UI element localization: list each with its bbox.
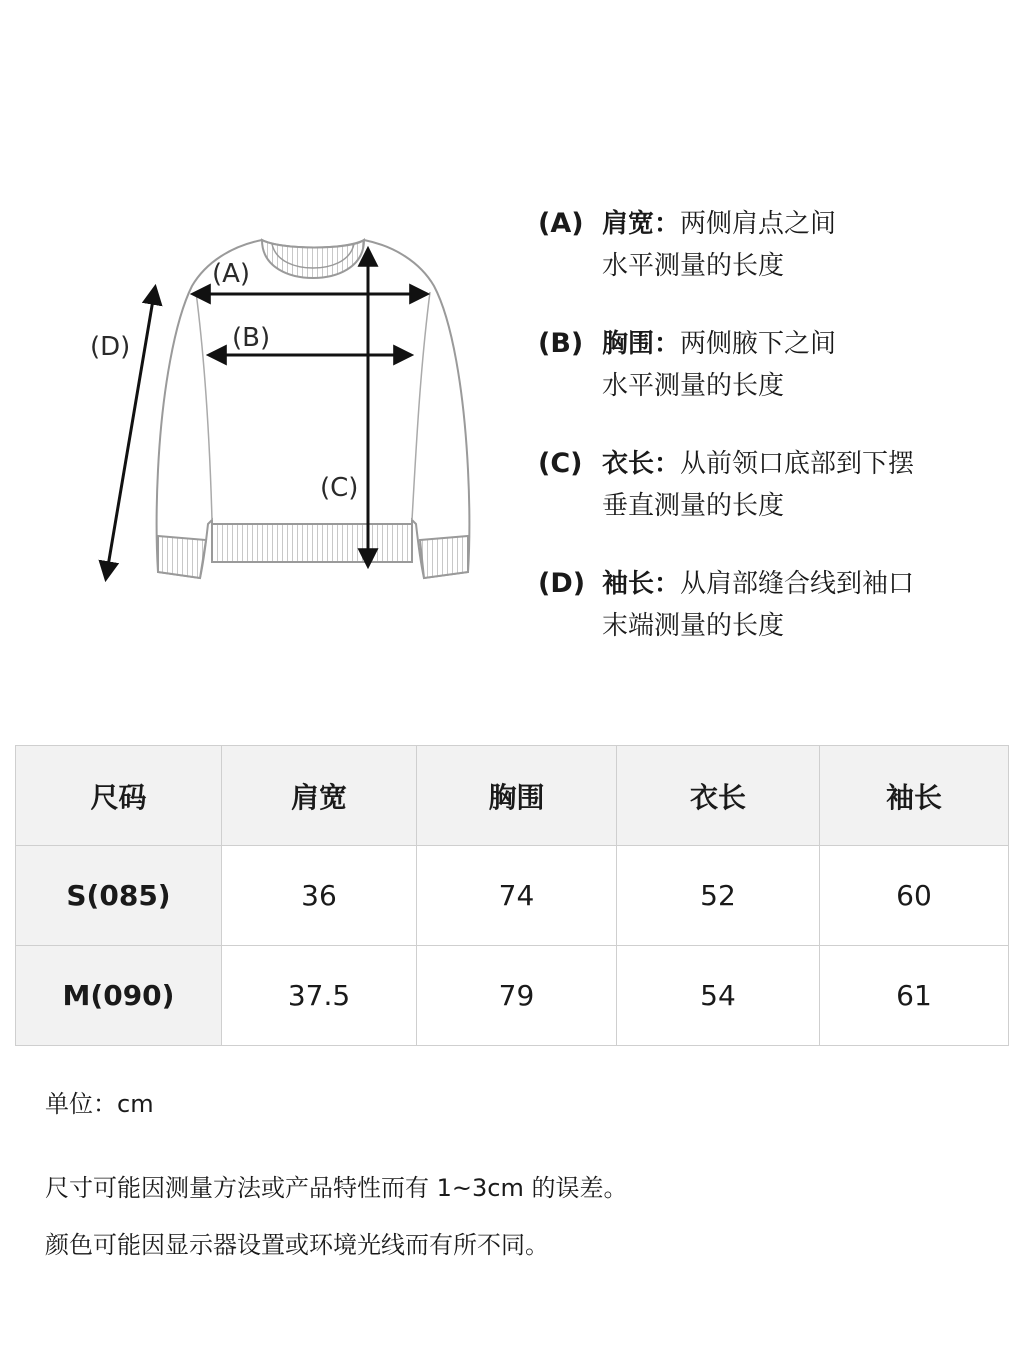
header-sleeve: 袖长 — [820, 746, 1009, 846]
legend-description-cont: 垂直测量的长度 — [602, 491, 785, 521]
unit-note: 单位：cm — [45, 1090, 154, 1118]
table-row — [16, 846, 1009, 946]
legend-description: 两侧肩点之间 — [680, 209, 837, 239]
legend-key: (A) — [538, 208, 584, 239]
shoulder-value: 37.5 — [222, 946, 417, 1046]
length-label: (C) — [320, 473, 359, 503]
size-chart-table — [15, 745, 1009, 1046]
header-chest: 胸围 — [417, 746, 617, 846]
legend-term: 胸围 — [602, 329, 655, 359]
color-difference-note: 颜色可能因显示器设置或环境光线而有所不同。 — [45, 1231, 549, 1259]
legend-description-cont: 水平测量的长度 — [602, 371, 785, 401]
table-row — [16, 946, 1009, 1046]
sleeve-value: 61 — [820, 946, 1009, 1046]
sleeve-value: 60 — [820, 846, 1009, 946]
shoulder-label: (A) — [212, 259, 251, 289]
legend-description: 两侧腋下之间 — [680, 329, 837, 359]
chest-value: 74 — [417, 846, 617, 946]
header-shoulder: 肩宽 — [222, 746, 417, 846]
legend-item-chest — [538, 323, 1008, 413]
legend-key: (D) — [538, 568, 586, 599]
legend-key: (C) — [538, 448, 583, 479]
legend-description: 从前领口底部到下摆 — [680, 449, 915, 479]
legend-item-sleeve — [538, 563, 1008, 653]
legend-description: 从肩部缝合线到袖口 — [680, 569, 915, 599]
legend-separator: ： — [654, 449, 681, 479]
legend-description-cont: 水平测量的长度 — [602, 251, 785, 281]
header-length: 衣长 — [617, 746, 820, 846]
sweater-outline — [157, 240, 470, 578]
legend-separator: ： — [654, 329, 681, 359]
shoulder-value: 36 — [222, 846, 417, 946]
legend-item-shoulder — [538, 203, 1008, 293]
length-value: 54 — [617, 946, 820, 1046]
legend-term: 衣长 — [602, 449, 655, 479]
legend-key: (B) — [538, 328, 584, 359]
sleeve-label: (D) — [90, 332, 131, 362]
length-value: 52 — [617, 846, 820, 946]
legend-separator: ： — [654, 569, 681, 599]
legend-term: 肩宽 — [602, 209, 655, 239]
legend-separator: ： — [654, 209, 681, 239]
size-cell: S(085) — [16, 846, 222, 946]
sweater-measurement-diagram — [0, 0, 520, 640]
legend-term: 袖长 — [602, 569, 655, 599]
table-header-row — [16, 746, 1009, 846]
header-size: 尺码 — [16, 746, 222, 846]
legend-item-length — [538, 443, 1008, 533]
measurement-error-note: 尺寸可能因测量方法或产品特性而有 1~3cm 的误差。 — [45, 1174, 628, 1202]
chest-label: (B) — [232, 323, 271, 353]
chest-value: 79 — [417, 946, 617, 1046]
legend-description-cont: 末端测量的长度 — [602, 611, 785, 641]
size-cell: M(090) — [16, 946, 222, 1046]
